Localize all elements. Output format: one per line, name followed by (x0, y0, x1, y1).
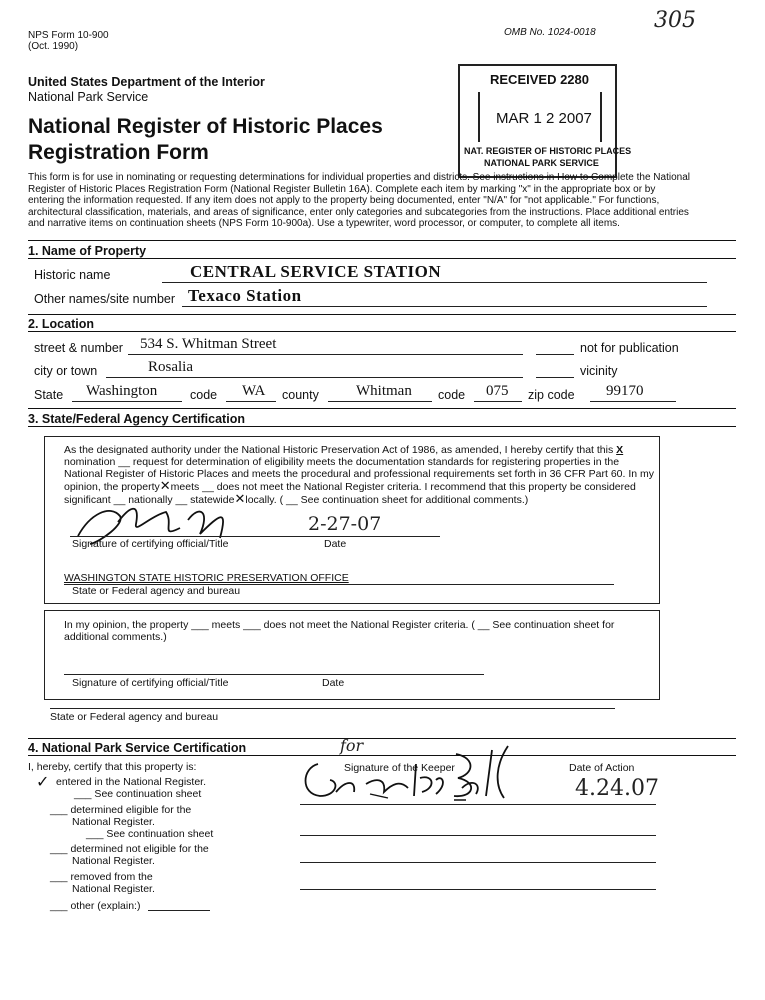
divider (28, 240, 736, 241)
underline (300, 835, 656, 836)
action-date-value[interactable]: 4.24.07 (575, 776, 659, 801)
historic-name-value[interactable]: CENTRAL SERVICE STATION (190, 262, 442, 281)
other-names-label: Other names/site number (34, 292, 176, 306)
entered-label[interactable]: entered in the National Register. (56, 776, 207, 788)
instructions-line: entering the information requested. If any item does not apply to the property being documented, enter "N/A" for "not applicable." For functions, (28, 195, 660, 206)
office-name: WASHINGTON STATE HISTORIC PRESERVATION OFFICE (64, 572, 349, 584)
county-label: county (282, 388, 319, 402)
city-value[interactable]: Rosalia (148, 359, 193, 375)
cert-line: As the designated authority under the National Historic Preservation Act of 1986, as amended, I hereby certify that this (64, 444, 614, 456)
divider (28, 408, 736, 409)
divider (28, 314, 736, 315)
city-label: city or town (34, 364, 98, 378)
check-mark-icon: ✕ (159, 478, 171, 493)
stamp-received: RECEIVED 2280 (490, 72, 589, 87)
divider (28, 426, 736, 427)
underline (50, 708, 615, 709)
underline (474, 401, 522, 402)
underline (300, 889, 656, 890)
det-not-label-2: National Register. (72, 855, 155, 867)
state-value[interactable]: Washington (86, 383, 158, 399)
signature-label-2: Signature of certifying official/Title (72, 677, 229, 689)
keeper-label: Signature of the Keeper (344, 762, 455, 774)
department: United States Department of the Interior (28, 75, 265, 89)
divider (28, 258, 736, 259)
underline (182, 306, 707, 307)
underline (300, 862, 656, 863)
check-mark-icon: ✕ (234, 491, 246, 506)
keeper-signature-drawing (296, 744, 556, 808)
received-stamp (458, 64, 632, 178)
instructions-line: architectural classification, materials, and areas of significance, enter only categories and subcategories from the instructions. Place additional entries (28, 206, 689, 218)
street-value[interactable]: 534 S. Whitman Street (140, 336, 277, 352)
page-subtitle: Registration Form (28, 141, 209, 164)
det-eligible-option[interactable]: ___ determined eligible for the National Register. (50, 804, 192, 828)
underline (590, 401, 676, 402)
stamp-line2: NATIONAL PARK SERVICE (484, 158, 599, 168)
form-date: (Oct. 1990) (28, 41, 79, 52)
cert-line: National Register of Historic Places and meets the procedural and professional requirements set forth in 36 CFR Part 60. In my (64, 468, 655, 480)
underline (328, 401, 432, 402)
removed-option[interactable]: ___ removed from the National Register. (50, 871, 155, 895)
for-note: for (340, 736, 364, 755)
opinion-line: In my opinion, the property ___ meets ___ does not meet the National Register criteria. ( __ See continuation sheet for (64, 619, 615, 631)
cert-date-value[interactable]: 2-27-07 (308, 513, 382, 535)
underline (70, 536, 440, 537)
street-label: street & number (34, 341, 123, 355)
county-code-value[interactable]: 075 (486, 383, 509, 399)
stamp-line1: NAT. REGISTER OF HISTORIC PLACES (464, 146, 632, 156)
agency: National Park Service (28, 90, 149, 104)
cert-line: opinion, the property (64, 481, 160, 493)
instructions-line: and narrative items on continuation sheets (NPS Form 10-900a). Use a typewriter, word processor, or computer, to complete all items. (28, 218, 620, 229)
code-label: code (190, 388, 218, 402)
date-label: Date (324, 538, 347, 550)
county-code-label: code (438, 388, 466, 402)
cert-x-mark: X (616, 444, 624, 456)
underline (226, 401, 276, 402)
section3-heading: 3. State/Federal Agency Certification (28, 412, 245, 426)
historic-name-label: Historic name (34, 268, 111, 282)
date-label-2: Date (322, 677, 345, 689)
form-number: NPS Form 10-900 (28, 30, 109, 41)
section1-heading: 1. Name of Property (28, 244, 147, 258)
handwritten-number: 305 (654, 8, 696, 33)
see-continuation-2[interactable]: ___ See continuation sheet (86, 828, 214, 840)
det-not-option[interactable]: ___ determined not eligible for the National Register. (50, 843, 209, 867)
underline (300, 804, 656, 805)
underline (128, 354, 523, 355)
nfp-label: not for publication (580, 341, 679, 355)
section2-heading: 2. Location (28, 317, 94, 331)
underline (148, 910, 210, 911)
state-label: State (34, 388, 64, 402)
underline (64, 674, 484, 675)
instructions-line: Register of Historic Places Registration Form (National Register Bulletin 16A). Complete each item by marking "x" in the appropriate box or by (28, 183, 656, 195)
underline (106, 377, 523, 378)
underline (72, 401, 182, 402)
check-mark-icon: ✓ (36, 774, 50, 791)
see-continuation-1[interactable]: ___ See continuation sheet (74, 788, 202, 800)
action-label: Date of Action (569, 762, 635, 774)
underline (162, 282, 707, 283)
agency-label-2: State or Federal agency and bureau (50, 711, 219, 723)
cert-line: nomination __ request for determination of eligibility meets the documentation standards for registering properties in the (64, 456, 620, 468)
det-not-label: determined not eligible for the (70, 843, 209, 855)
page-title: National Register of Historic Places (28, 115, 383, 138)
stamp-date: MAR 1 2 2007 (496, 110, 592, 127)
divider (28, 738, 736, 739)
state-code-value[interactable]: WA (242, 383, 266, 399)
cert-line: meets __ does not meet the National Register criteria. I recommend that this property be considered (170, 481, 636, 493)
opinion-text (64, 619, 614, 643)
removed-label-2: National Register. (72, 883, 155, 895)
county-value[interactable]: Whitman (356, 383, 412, 399)
other-option[interactable]: ___ other (explain:) (50, 900, 141, 912)
instructions (28, 172, 738, 230)
other-names-value[interactable]: Texaco Station (188, 286, 302, 305)
nfp-checkbox-line[interactable] (536, 354, 574, 355)
instructions-line: This form is for use in nominating or requesting determinations for individual properties and districts. See instructions in How to Complete the National (28, 172, 690, 183)
opinion-line: additional comments.) (64, 631, 167, 643)
cert-line: locally. ( __ See continuation sheet for additional comments.) (245, 494, 529, 506)
divider (28, 331, 736, 332)
removed-label: removed from the (70, 871, 153, 883)
agency-label: State or Federal agency and bureau (72, 585, 241, 597)
omb-number: OMB No. 1024-0018 (504, 27, 596, 38)
other-label: other (explain:) (70, 900, 141, 912)
vicinity-checkbox-line[interactable] (536, 377, 574, 378)
signature-label: Signature of certifying official/Title (72, 538, 229, 550)
det-eligible-label: determined eligible for the (70, 804, 192, 816)
det-eligible-label-2: National Register. (72, 816, 155, 828)
zip-label: zip code (528, 388, 575, 402)
zip-value[interactable]: 99170 (606, 383, 644, 399)
hereby-text: I, hereby, certify that this property is: (28, 761, 197, 773)
cert-line: significant __ nationally __ statewide (64, 494, 235, 506)
vicinity-label: vicinity (580, 364, 618, 378)
section4-heading: 4. National Park Service Certification (28, 741, 247, 755)
